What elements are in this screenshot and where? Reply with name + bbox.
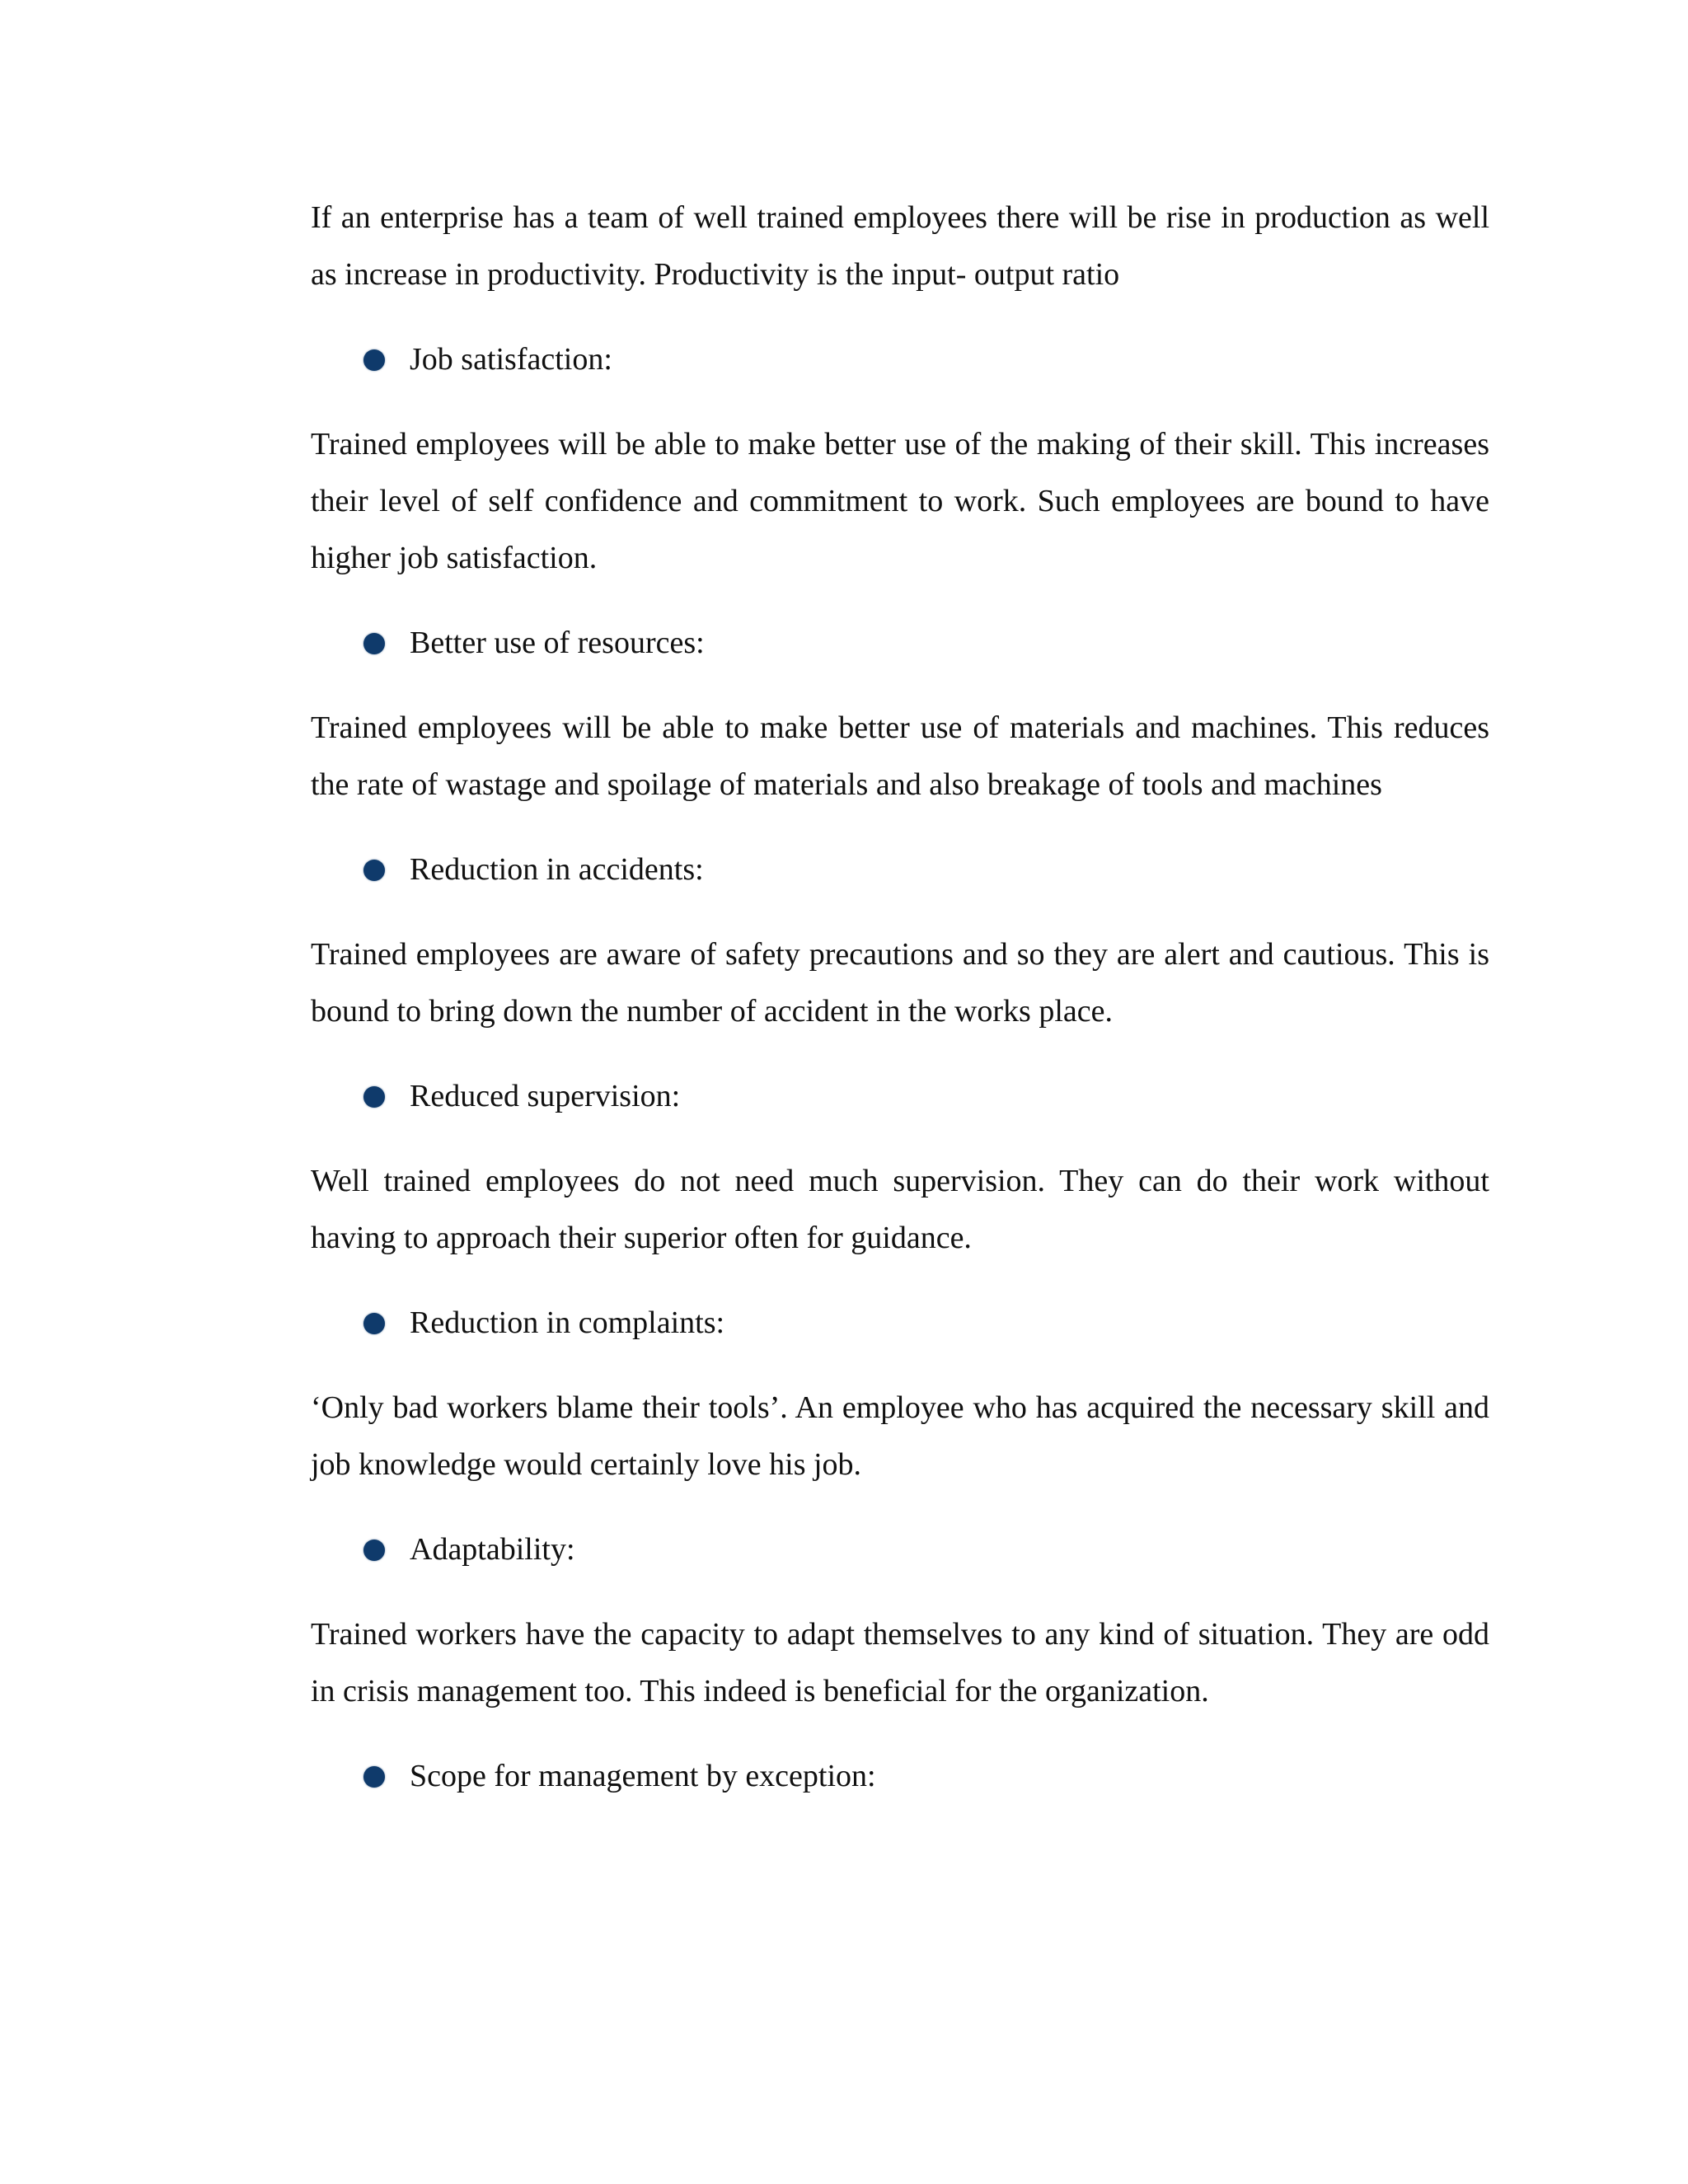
bullet-adaptability — [311, 1521, 1489, 1578]
intro-paragraph: If an enterprise has a team of well trained employees there will be rise in production as well as increase in productivity. Productivity is the input- output ratio — [311, 200, 1489, 292]
paragraph-reduction-in-complaints: ‘Only bad workers blame their tools’. An employee who has acquired the necessary skill and job knowledge would certainly love his job. — [311, 1390, 1489, 1482]
bullet-dot-icon — [363, 633, 385, 654]
bullet-reduction-in-complaints — [311, 1295, 1489, 1352]
bullet-heading: Better use of resources: — [410, 626, 705, 660]
bullet-heading: Reduction in accidents: — [410, 852, 704, 887]
bullet-heading: Scope for management by exception: — [410, 1759, 876, 1793]
bullet-dot-icon — [363, 1766, 385, 1788]
bullet-dot-icon — [363, 1540, 385, 1561]
paragraph-job-satisfaction: Trained employees will be able to make better use of the making of their skill. This increases their level of self confidence and commitment to work. Such employees are bound to have higher job satisfaction. — [311, 427, 1489, 575]
bullet-reduction-in-accidents — [311, 841, 1489, 898]
paragraph-adaptability: Trained workers have the capacity to adapt themselves to any kind of situation. They are odd in crisis management too. This indeed is beneficial for the organization. — [311, 1617, 1489, 1708]
bullet-dot-icon — [363, 860, 385, 881]
paragraph-reduced-supervision: Well trained employees do not need much supervision. They can do their work without having to approach their superior often for guidance. — [311, 1164, 1489, 1255]
bullet-dot-icon — [363, 349, 385, 371]
bullet-better-use-of-resources — [311, 615, 1489, 672]
bullet-heading: Reduction in complaints: — [410, 1305, 725, 1340]
bullet-reduced-supervision — [311, 1068, 1489, 1125]
bullet-job-satisfaction — [311, 331, 1489, 388]
bullet-dot-icon — [363, 1313, 385, 1334]
document-content — [311, 190, 1489, 1833]
bullet-heading: Reduced supervision: — [410, 1079, 681, 1113]
paragraph-reduction-in-accidents: Trained employees are aware of safety precautions and so they are alert and cautious. This is bound to bring down the number of accident in the works place. — [311, 937, 1489, 1029]
bullet-scope-for-management-by-exception — [311, 1748, 1489, 1805]
bullet-heading: Adaptability: — [410, 1532, 575, 1567]
bullet-dot-icon — [363, 1086, 385, 1108]
paragraph-better-use-of-resources: Trained employees will be able to make better use of materials and machines. This reduces the rate of wastage and spoilage of materials and also breakage of tools and machines — [311, 710, 1489, 802]
bullet-heading: Job satisfaction: — [410, 342, 612, 377]
